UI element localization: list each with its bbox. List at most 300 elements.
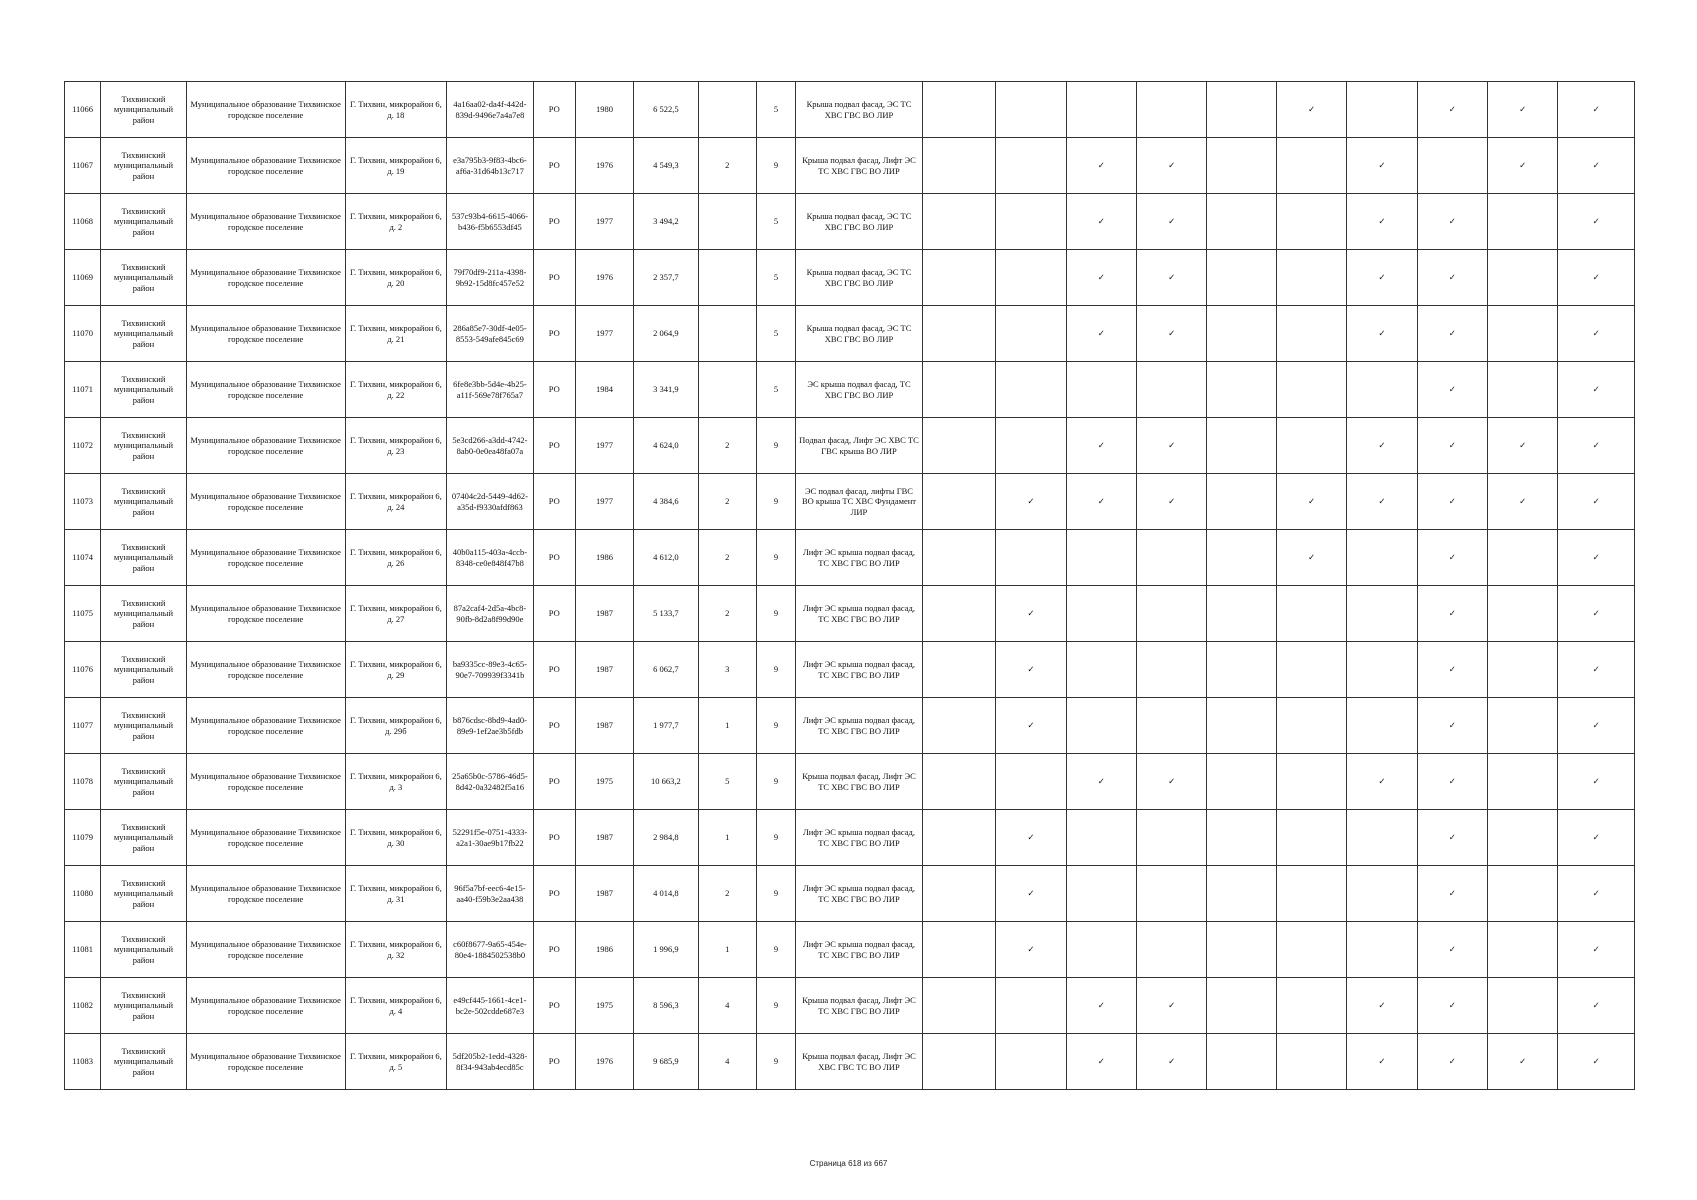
work-check-cell [1417, 138, 1487, 194]
checkmark-icon: ✓ [1378, 776, 1386, 787]
work-check-cell [1137, 978, 1207, 1034]
work-check-cell [1558, 82, 1635, 138]
checkmark-icon: ✓ [1592, 552, 1600, 563]
work-check-cell [1487, 978, 1557, 1034]
checkmark-icon: ✓ [1448, 328, 1456, 339]
works-cell: Крыша подвал фасад, Лифт ЭС ТС ХВС ГВС ВО ЛИР [796, 978, 923, 1034]
type-cell: РО [533, 978, 575, 1034]
work-check-cell [1207, 642, 1276, 698]
district-cell: Тихвинский муниципальный район [101, 82, 186, 138]
floors-cell: 9 [756, 754, 795, 810]
checkmark-icon: ✓ [1097, 272, 1105, 283]
works-cell: Крыша подвал фасад, Лифт ЭС ТС ХВС ГВС ВО ЛИР [796, 138, 923, 194]
guid-cell: c60f8677-9a65-454e-80e4-1884502538b0 [447, 922, 533, 978]
work-check-cell [1417, 418, 1487, 474]
checkmark-icon: ✓ [1097, 328, 1105, 339]
floors-cell: 5 [756, 82, 795, 138]
work-check-cell [1276, 82, 1346, 138]
address-cell: Г. Тихвин, микрорайон 6, д. 22 [345, 362, 447, 418]
district-cell: Тихвинский муниципальный район [101, 474, 186, 530]
work-check-cell [1066, 1034, 1136, 1090]
work-check-cell [922, 810, 995, 866]
work-check-cell [1207, 1034, 1276, 1090]
municipality-cell: Муниципальное образование Тихвинское городское поселение [186, 138, 345, 194]
address-cell: Г. Тихвин, микрорайон 6, д. 21 [345, 306, 447, 362]
checkmark-icon: ✓ [1307, 552, 1316, 563]
district-cell: Тихвинский муниципальный район [101, 138, 186, 194]
work-check-cell [1276, 306, 1346, 362]
work-check-cell [1347, 250, 1417, 306]
district-cell: Тихвинский муниципальный район [101, 250, 186, 306]
work-check-cell [1276, 754, 1346, 810]
floors-cell: 9 [756, 1034, 795, 1090]
work-check-cell [922, 362, 995, 418]
address-cell: Г. Тихвин, микрорайон 6, д. 32 [345, 922, 447, 978]
checkmark-icon: ✓ [1378, 1000, 1386, 1011]
work-check-cell [1207, 306, 1276, 362]
row-id: 11080 [65, 866, 101, 922]
checkmark-icon: ✓ [1448, 608, 1456, 619]
year-cell: 1976 [575, 250, 633, 306]
row-id: 11067 [65, 138, 101, 194]
address-cell: Г. Тихвин, микрорайон 6, д. 4 [345, 978, 447, 1034]
entrances-cell: 2 [698, 530, 756, 586]
checkmark-icon: ✓ [1592, 104, 1600, 115]
checkmark-icon: ✓ [1519, 440, 1527, 451]
district-cell: Тихвинский муниципальный район [101, 194, 186, 250]
area-cell: 3 341,9 [634, 362, 698, 418]
work-check-cell [922, 250, 995, 306]
work-check-cell [996, 586, 1066, 642]
works-cell: Подвал фасад, Лифт ЭС ХВС ТС ГВС крыша ВО ЛИР [796, 418, 923, 474]
work-check-cell [1137, 698, 1207, 754]
entrances-cell: 4 [698, 978, 756, 1034]
work-check-cell [1558, 306, 1635, 362]
work-check-cell [1487, 754, 1557, 810]
entrances-cell: 2 [698, 586, 756, 642]
floors-cell: 5 [756, 250, 795, 306]
works-cell: Крыша подвал фасад, Лифт ЭС ХВС ГВС ТС ВО ЛИР [796, 1034, 923, 1090]
work-check-cell [1558, 250, 1635, 306]
work-check-cell [1417, 810, 1487, 866]
work-check-cell [1207, 978, 1276, 1034]
work-check-cell [922, 754, 995, 810]
guid-cell: ba9335cc-89e3-4c65-90e7-709939f3341b [447, 642, 533, 698]
work-check-cell [1558, 474, 1635, 530]
work-check-cell [1066, 362, 1136, 418]
row-id: 11079 [65, 810, 101, 866]
checkmark-icon: ✓ [1592, 328, 1600, 339]
address-cell: Г. Тихвин, микрорайон 6, д. 30 [345, 810, 447, 866]
checkmark-icon: ✓ [1027, 608, 1035, 619]
work-check-cell [1276, 698, 1346, 754]
work-check-cell [996, 418, 1066, 474]
work-check-cell [1137, 194, 1207, 250]
district-cell: Тихвинский муниципальный район [101, 754, 186, 810]
work-check-cell [1487, 306, 1557, 362]
work-check-cell [1137, 866, 1207, 922]
work-check-cell [1347, 474, 1417, 530]
area-cell: 2 357,7 [634, 250, 698, 306]
checkmark-icon: ✓ [1168, 496, 1176, 507]
work-check-cell [1487, 82, 1557, 138]
work-check-cell [922, 586, 995, 642]
work-check-cell [1558, 642, 1635, 698]
entrances-cell [698, 194, 756, 250]
works-cell: Крыша подвал фасад, ЭС ТС ХВС ГВС ВО ЛИР [796, 306, 923, 362]
work-check-cell [1066, 138, 1136, 194]
checkmark-icon: ✓ [1168, 776, 1176, 787]
municipality-cell: Муниципальное образование Тихвинское городское поселение [186, 922, 345, 978]
checkmark-icon: ✓ [1027, 664, 1035, 675]
work-check-cell [1558, 810, 1635, 866]
area-cell: 4 612,0 [634, 530, 698, 586]
floors-cell: 9 [756, 642, 795, 698]
checkmark-icon: ✓ [1097, 496, 1105, 507]
checkmark-icon: ✓ [1168, 1056, 1176, 1067]
work-check-cell [1558, 754, 1635, 810]
work-check-cell [1207, 754, 1276, 810]
type-cell: РО [533, 418, 575, 474]
work-check-cell [1066, 418, 1136, 474]
work-check-cell [922, 1034, 995, 1090]
work-check-cell [1487, 810, 1557, 866]
table-row [65, 866, 1635, 922]
work-check-cell [996, 250, 1066, 306]
works-cell: ЭС подвал фасад, лифты ГВС ВО крыша ТС ХВС Фундамент ЛИР [796, 474, 923, 530]
checkmark-icon: ✓ [1307, 104, 1316, 115]
guid-cell: 286a85e7-30df-4e05-8553-549afe845c69 [447, 306, 533, 362]
checkmark-icon: ✓ [1592, 496, 1600, 507]
area-cell: 10 663,2 [634, 754, 698, 810]
checkmark-icon: ✓ [1592, 272, 1600, 283]
area-cell: 8 596,3 [634, 978, 698, 1034]
area-cell: 4 624,0 [634, 418, 698, 474]
year-cell: 1987 [575, 810, 633, 866]
type-cell: РО [533, 810, 575, 866]
floors-cell: 9 [756, 586, 795, 642]
guid-cell: 07404c2d-5449-4d62-a35d-f9330afdf863 [447, 474, 533, 530]
work-check-cell [922, 642, 995, 698]
work-check-cell [1558, 586, 1635, 642]
work-check-cell [1276, 922, 1346, 978]
municipality-cell: Муниципальное образование Тихвинское городское поселение [186, 418, 345, 474]
table-row [65, 586, 1635, 642]
work-check-cell [1347, 866, 1417, 922]
guid-cell: 25a65b0c-5786-46d5-8d42-0a32482f5a16 [447, 754, 533, 810]
work-check-cell [922, 698, 995, 754]
work-check-cell [1137, 810, 1207, 866]
address-cell: Г. Тихвин, микрорайон 6, д. 20 [345, 250, 447, 306]
work-check-cell [1417, 754, 1487, 810]
guid-cell: 5e3cd266-a3dd-4742-8ab0-0e0ea48fa07a [447, 418, 533, 474]
table-row [65, 362, 1635, 418]
checkmark-icon: ✓ [1027, 944, 1035, 955]
work-check-cell [1417, 586, 1487, 642]
work-check-cell [996, 530, 1066, 586]
work-check-cell [1137, 642, 1207, 698]
table-row [65, 306, 1635, 362]
guid-cell: 96f5a7bf-eec6-4e15-aa40-f59b3e2aa438 [447, 866, 533, 922]
year-cell: 1987 [575, 866, 633, 922]
entrances-cell [698, 306, 756, 362]
work-check-cell [1417, 306, 1487, 362]
work-check-cell [1558, 922, 1635, 978]
checkmark-icon: ✓ [1448, 664, 1456, 675]
work-check-cell [1417, 194, 1487, 250]
work-check-cell [1276, 418, 1346, 474]
work-check-cell [1347, 642, 1417, 698]
checkmark-icon: ✓ [1519, 160, 1527, 171]
entrances-cell: 2 [698, 418, 756, 474]
area-cell: 2 984,8 [634, 810, 698, 866]
work-check-cell [1066, 82, 1136, 138]
checkmark-icon: ✓ [1448, 888, 1456, 899]
table-row [65, 530, 1635, 586]
work-check-cell [922, 82, 995, 138]
work-check-cell [922, 418, 995, 474]
checkmark-icon: ✓ [1592, 216, 1600, 227]
entrances-cell: 1 [698, 698, 756, 754]
type-cell: РО [533, 642, 575, 698]
work-check-cell [996, 1034, 1066, 1090]
municipality-cell: Муниципальное образование Тихвинское городское поселение [186, 642, 345, 698]
row-id: 11075 [65, 586, 101, 642]
area-cell: 9 685,9 [634, 1034, 698, 1090]
work-check-cell [1347, 978, 1417, 1034]
work-check-cell [1417, 698, 1487, 754]
work-check-cell [1347, 810, 1417, 866]
entrances-cell [698, 82, 756, 138]
checkmark-icon: ✓ [1448, 1000, 1456, 1011]
work-check-cell [1066, 698, 1136, 754]
year-cell: 1977 [575, 418, 633, 474]
type-cell: РО [533, 138, 575, 194]
floors-cell: 9 [756, 418, 795, 474]
work-check-cell [1487, 194, 1557, 250]
address-cell: Г. Тихвин, микрорайон 6, д. 24 [345, 474, 447, 530]
work-check-cell [1137, 922, 1207, 978]
type-cell: РО [533, 530, 575, 586]
checkmark-icon: ✓ [1592, 1056, 1600, 1067]
type-cell: РО [533, 1034, 575, 1090]
year-cell: 1987 [575, 642, 633, 698]
checkmark-icon: ✓ [1448, 1056, 1456, 1067]
municipality-cell: Муниципальное образование Тихвинское городское поселение [186, 1034, 345, 1090]
work-check-cell [996, 362, 1066, 418]
checkmark-icon: ✓ [1027, 496, 1035, 507]
type-cell: РО [533, 698, 575, 754]
checkmark-icon: ✓ [1592, 832, 1600, 843]
work-check-cell [1558, 978, 1635, 1034]
checkmark-icon: ✓ [1097, 776, 1105, 787]
table-row [65, 978, 1635, 1034]
row-id: 11071 [65, 362, 101, 418]
guid-cell: 40b0a115-403a-4ccb-8348-ce0e848f47b8 [447, 530, 533, 586]
works-cell: Лифт ЭС крыша подвал фасад, ТС ХВС ГВС ВО ЛИР [796, 922, 923, 978]
checkmark-icon: ✓ [1097, 1056, 1105, 1067]
entrances-cell: 1 [698, 922, 756, 978]
table-body [65, 82, 1635, 1090]
year-cell: 1975 [575, 754, 633, 810]
area-cell: 3 494,2 [634, 194, 698, 250]
work-check-cell [1276, 530, 1346, 586]
area-cell: 2 064,9 [634, 306, 698, 362]
work-check-cell [1276, 194, 1346, 250]
checkmark-icon: ✓ [1097, 216, 1105, 227]
checkmark-icon: ✓ [1168, 440, 1176, 451]
work-check-cell [1487, 586, 1557, 642]
work-check-cell [1417, 642, 1487, 698]
row-id: 11083 [65, 1034, 101, 1090]
work-check-cell [1066, 922, 1136, 978]
guid-cell: 79f70df9-211a-4398-9b92-15d8fc457e52 [447, 250, 533, 306]
guid-cell: 87a2caf4-2d5a-4bc8-90fb-8d2a8f99d90e [447, 586, 533, 642]
work-check-cell [1347, 362, 1417, 418]
entrances-cell [698, 362, 756, 418]
row-id: 11066 [65, 82, 101, 138]
municipality-cell: Муниципальное образование Тихвинское городское поселение [186, 306, 345, 362]
work-check-cell [1207, 586, 1276, 642]
address-cell: Г. Тихвин, микрорайон 6, д. 29 [345, 642, 447, 698]
work-check-cell [1558, 698, 1635, 754]
works-cell: Крыша подвал фасад, ЭС ТС ХВС ГВС ВО ЛИР [796, 82, 923, 138]
address-cell: Г. Тихвин, микрорайон 6, д. 19 [345, 138, 447, 194]
year-cell: 1977 [575, 306, 633, 362]
work-check-cell [1347, 194, 1417, 250]
floors-cell: 5 [756, 306, 795, 362]
entrances-cell [698, 250, 756, 306]
municipality-cell: Муниципальное образование Тихвинское городское поселение [186, 474, 345, 530]
checkmark-icon: ✓ [1448, 104, 1456, 115]
work-check-cell [1417, 474, 1487, 530]
address-cell: Г. Тихвин, микрорайон 6, д. 2 [345, 194, 447, 250]
district-cell: Тихвинский муниципальный район [101, 530, 186, 586]
work-check-cell [1066, 474, 1136, 530]
checkmark-icon: ✓ [1592, 664, 1600, 675]
checkmark-icon: ✓ [1168, 160, 1176, 171]
municipality-cell: Муниципальное образование Тихвинское городское поселение [186, 530, 345, 586]
row-id: 11069 [65, 250, 101, 306]
municipality-cell: Муниципальное образование Тихвинское городское поселение [186, 82, 345, 138]
work-check-cell [1558, 194, 1635, 250]
work-check-cell [1207, 474, 1276, 530]
work-check-cell [1137, 754, 1207, 810]
entrances-cell: 3 [698, 642, 756, 698]
municipality-cell: Муниципальное образование Тихвинское городское поселение [186, 250, 345, 306]
checkmark-icon: ✓ [1448, 776, 1456, 787]
checkmark-icon: ✓ [1378, 440, 1386, 451]
area-cell: 1 996,9 [634, 922, 698, 978]
year-cell: 1980 [575, 82, 633, 138]
work-check-cell [1137, 250, 1207, 306]
work-check-cell [1276, 978, 1346, 1034]
work-check-cell [1207, 362, 1276, 418]
type-cell: РО [533, 866, 575, 922]
district-cell: Тихвинский муниципальный район [101, 586, 186, 642]
checkmark-icon: ✓ [1519, 496, 1527, 507]
floors-cell: 5 [756, 362, 795, 418]
floors-cell: 9 [756, 530, 795, 586]
type-cell: РО [533, 306, 575, 362]
table-row [65, 474, 1635, 530]
address-cell: Г. Тихвин, микрорайон 6, д. 3 [345, 754, 447, 810]
work-check-cell [1137, 306, 1207, 362]
checkmark-icon: ✓ [1448, 272, 1456, 283]
type-cell: РО [533, 194, 575, 250]
year-cell: 1987 [575, 698, 633, 754]
checkmark-icon: ✓ [1168, 272, 1176, 283]
address-cell: Г. Тихвин, микрорайон 6, д. 5 [345, 1034, 447, 1090]
checkmark-icon: ✓ [1448, 440, 1456, 451]
floors-cell: 9 [756, 866, 795, 922]
year-cell: 1976 [575, 138, 633, 194]
works-cell: Крыша подвал фасад, Лифт ЭС ТС ХВС ГВС ВО ЛИР [796, 754, 923, 810]
row-id: 11081 [65, 922, 101, 978]
district-cell: Тихвинский муниципальный район [101, 418, 186, 474]
work-check-cell [1066, 810, 1136, 866]
guid-cell: 4a16aa02-da4f-442d-839d-9496e7a4a7e8 [447, 82, 533, 138]
type-cell: РО [533, 474, 575, 530]
work-check-cell [1417, 362, 1487, 418]
area-cell: 1 977,7 [634, 698, 698, 754]
floors-cell: 5 [756, 194, 795, 250]
year-cell: 1986 [575, 922, 633, 978]
municipality-cell: Муниципальное образование Тихвинское городское поселение [186, 810, 345, 866]
municipality-cell: Муниципальное образование Тихвинское городское поселение [186, 194, 345, 250]
year-cell: 1977 [575, 194, 633, 250]
work-check-cell [1558, 138, 1635, 194]
work-check-cell [1137, 474, 1207, 530]
work-check-cell [996, 138, 1066, 194]
work-check-cell [1066, 642, 1136, 698]
row-id: 11074 [65, 530, 101, 586]
checkmark-icon: ✓ [1592, 440, 1600, 451]
municipality-cell: Муниципальное образование Тихвинское городское поселение [186, 978, 345, 1034]
entrances-cell: 1 [698, 810, 756, 866]
table-row [65, 754, 1635, 810]
work-check-cell [1558, 1034, 1635, 1090]
checkmark-icon: ✓ [1168, 1000, 1176, 1011]
work-check-cell [1137, 586, 1207, 642]
checkmark-icon: ✓ [1448, 384, 1456, 395]
work-check-cell [1347, 306, 1417, 362]
type-cell: РО [533, 250, 575, 306]
works-cell: Лифт ЭС крыша подвал фасад, ТС ХВС ГВС ВО ЛИР [796, 698, 923, 754]
entrances-cell: 2 [698, 474, 756, 530]
guid-cell: e49cf445-1661-4ce1-bc2e-502cdde687e3 [447, 978, 533, 1034]
district-cell: Тихвинский муниципальный район [101, 866, 186, 922]
work-check-cell [1417, 82, 1487, 138]
checkmark-icon: ✓ [1592, 776, 1600, 787]
work-check-cell [1276, 1034, 1346, 1090]
work-check-cell [1276, 866, 1346, 922]
checkmark-icon: ✓ [1097, 160, 1105, 171]
checkmark-icon: ✓ [1378, 328, 1386, 339]
row-id: 11078 [65, 754, 101, 810]
work-check-cell [1417, 530, 1487, 586]
floors-cell: 9 [756, 922, 795, 978]
work-check-cell [1558, 362, 1635, 418]
work-check-cell [1207, 138, 1276, 194]
type-cell: РО [533, 362, 575, 418]
work-check-cell [1487, 530, 1557, 586]
work-check-cell [1417, 250, 1487, 306]
floors-cell: 9 [756, 810, 795, 866]
work-check-cell [1276, 810, 1346, 866]
work-check-cell [922, 922, 995, 978]
work-check-cell [922, 530, 995, 586]
